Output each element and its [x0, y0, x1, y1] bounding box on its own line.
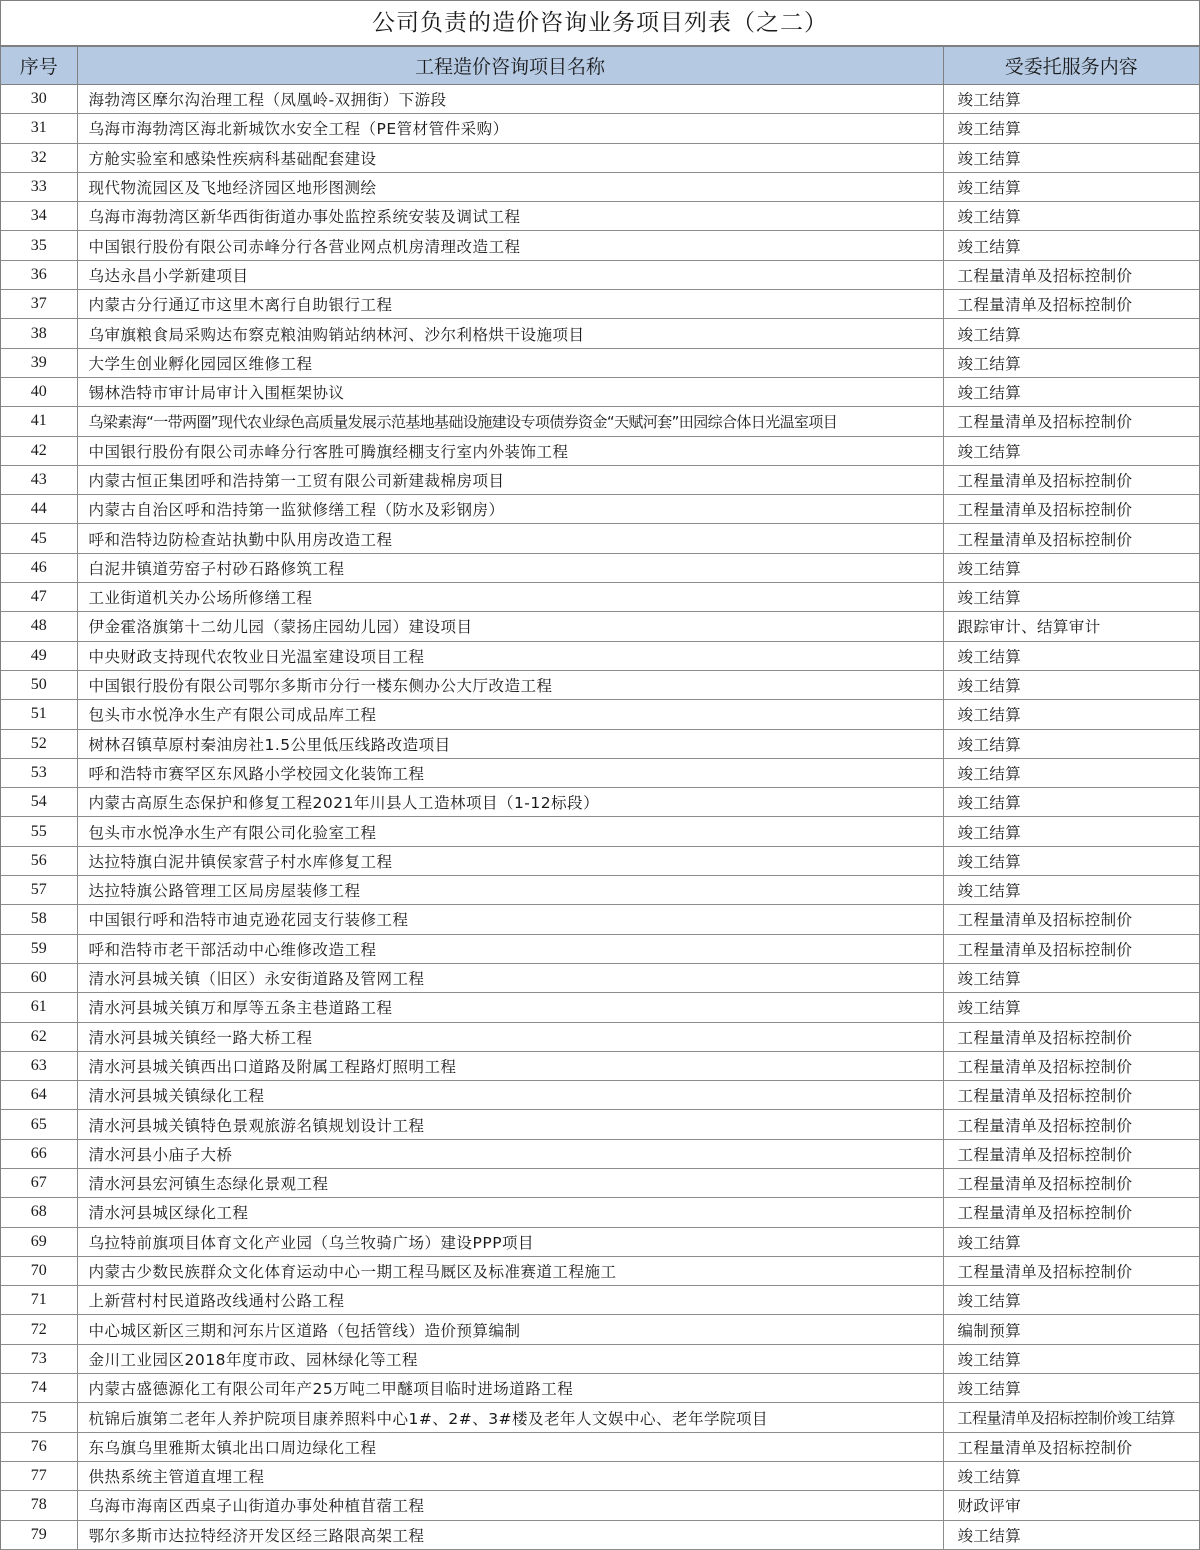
- row-number: 59: [1, 934, 77, 963]
- table-row: [1, 993, 1199, 1022]
- service-content: 竣工结算: [943, 377, 1199, 406]
- project-name: 现代物流园区及飞地经济园区地形图测绘: [77, 172, 943, 201]
- row-number: 54: [1, 788, 77, 817]
- project-name: 中国银行股份有限公司赤峰分行各营业网点机房清理改造工程: [77, 231, 943, 260]
- service-content: 工程量清单及招标控制价: [943, 934, 1199, 963]
- table-row: [1, 934, 1199, 963]
- service-content: 工程量清单及招标控制价: [943, 1139, 1199, 1168]
- project-name: 呼和浩特市老干部活动中心维修改造工程: [77, 934, 943, 963]
- table-row: [1, 1286, 1199, 1315]
- project-name: 中心城区新区三期和河东片区道路（包括管线）造价预算编制: [77, 1315, 943, 1344]
- row-number: 46: [1, 553, 77, 582]
- service-content: 工程量清单及招标控制价: [943, 1198, 1199, 1227]
- service-content: 跟踪审计、结算审计: [943, 612, 1199, 641]
- project-name: 内蒙古自治区呼和浩持第一监狱修缮工程（防水及彩钢房）: [77, 495, 943, 524]
- service-content: 工程量清单及招标控制价: [943, 495, 1199, 524]
- service-content: 工程量清单及招标控制价: [943, 1432, 1199, 1461]
- row-number: 64: [1, 1081, 77, 1110]
- project-name: 乌拉特前旗项目体育文化产业园（乌兰牧骑广场）建设PPP项目: [77, 1227, 943, 1256]
- header-service: 受委托服务内容: [943, 47, 1199, 85]
- table-row: [1, 1227, 1199, 1256]
- project-name: 呼和浩特市赛罕区东风路小学校园文化装饰工程: [77, 758, 943, 787]
- service-content: 竣工结算: [943, 85, 1199, 114]
- row-number: 73: [1, 1344, 77, 1373]
- table-row: [1, 641, 1199, 670]
- service-content: 工程量清单及招标控制价: [943, 1081, 1199, 1110]
- project-name: 东乌旗乌里雅斯太镇北出口周边绿化工程: [77, 1432, 943, 1461]
- project-name: 包头市水悦净水生产有限公司成品库工程: [77, 700, 943, 729]
- service-content: 竣工结算: [943, 319, 1199, 348]
- service-content: 竣工结算: [943, 583, 1199, 612]
- table-row: [1, 1432, 1199, 1461]
- table-row: [1, 670, 1199, 699]
- row-number: 47: [1, 583, 77, 612]
- service-content: 竣工结算: [943, 348, 1199, 377]
- service-content: 工程量清单及招标控制价: [943, 260, 1199, 289]
- project-name: 树林召镇草原村秦油房社1.5公里低压线路改造项目: [77, 729, 943, 758]
- row-number: 69: [1, 1227, 77, 1256]
- service-content: 工程量清单及招标控制价竣工结算: [943, 1403, 1199, 1432]
- table-row: [1, 1022, 1199, 1051]
- service-content: 竣工结算: [943, 788, 1199, 817]
- row-number: 58: [1, 905, 77, 934]
- row-number: 36: [1, 260, 77, 289]
- table-row: [1, 85, 1199, 114]
- row-number: 56: [1, 846, 77, 875]
- table-row: [1, 348, 1199, 377]
- table-row: [1, 1256, 1199, 1285]
- service-content: 工程量清单及招标控制价: [943, 290, 1199, 319]
- table-row: [1, 407, 1199, 436]
- row-number: 41: [1, 407, 77, 436]
- table-row: [1, 231, 1199, 260]
- project-name: 鄂尔多斯市达拉特经济开发区经三路限高架工程: [77, 1520, 943, 1549]
- project-name: 清水河县城关镇万和厚等五条主巷道路工程: [77, 993, 943, 1022]
- table-row: [1, 290, 1199, 319]
- service-content: 竣工结算: [943, 231, 1199, 260]
- service-content: 竣工结算: [943, 817, 1199, 846]
- table-row: [1, 172, 1199, 201]
- table-row: [1, 788, 1199, 817]
- project-name: 乌海市海南区西桌子山街道办事处种植苜蓿工程: [77, 1491, 943, 1520]
- table-row: [1, 1315, 1199, 1344]
- project-name: 内蒙古恒正集团呼和浩持第一工贸有限公司新建裁棉房项目: [77, 465, 943, 494]
- service-content: 工程量清单及招标控制价: [943, 407, 1199, 436]
- table-row: [1, 583, 1199, 612]
- service-content: 工程量清单及招标控制价: [943, 465, 1199, 494]
- header-row: [1, 47, 1199, 85]
- table-row: [1, 1344, 1199, 1373]
- table-row: [1, 1198, 1199, 1227]
- row-number: 55: [1, 817, 77, 846]
- project-name: 清水河县城关镇经一路大桥工程: [77, 1022, 943, 1051]
- service-content: 竣工结算: [943, 1286, 1199, 1315]
- table-row: [1, 817, 1199, 846]
- service-content: 竣工结算: [943, 670, 1199, 699]
- project-name: 清水河县城关镇西出口道路及附属工程路灯照明工程: [77, 1051, 943, 1080]
- project-name: 锡林浩特市审计局审计入围框架协议: [77, 377, 943, 406]
- row-number: 44: [1, 495, 77, 524]
- service-content: 竣工结算: [943, 963, 1199, 992]
- row-number: 40: [1, 377, 77, 406]
- row-number: 43: [1, 465, 77, 494]
- row-number: 71: [1, 1286, 77, 1315]
- table-row: [1, 1081, 1199, 1110]
- service-content: 编制预算: [943, 1315, 1199, 1344]
- row-number: 51: [1, 700, 77, 729]
- page-title: 公司负责的造价咨询业务项目列表（之二）: [1, 1, 1199, 46]
- table-row: [1, 377, 1199, 406]
- project-name: 包头市水悦净水生产有限公司化验室工程: [77, 817, 943, 846]
- row-number: 38: [1, 319, 77, 348]
- service-content: 竣工结算: [943, 993, 1199, 1022]
- service-content: 竣工结算: [943, 1461, 1199, 1490]
- row-number: 33: [1, 172, 77, 201]
- project-name: 中央财政支持现代农牧业日光温室建设项目工程: [77, 641, 943, 670]
- project-name: 乌审旗粮食局采购达布察克粮油购销站纳林河、沙尔利格烘干设施项目: [77, 319, 943, 348]
- project-name: 内蒙古少数民族群众文化体育运动中心一期工程马厩区及标准赛道工程施工: [77, 1256, 943, 1285]
- service-content: 竣工结算: [943, 553, 1199, 582]
- service-content: 工程量清单及招标控制价: [943, 1256, 1199, 1285]
- service-content: 竣工结算: [943, 1374, 1199, 1403]
- row-number: 35: [1, 231, 77, 260]
- row-number: 75: [1, 1403, 77, 1432]
- table-row: [1, 1520, 1199, 1549]
- table-row: [1, 553, 1199, 582]
- table-row: [1, 465, 1199, 494]
- table-row: [1, 876, 1199, 905]
- table-row: [1, 436, 1199, 465]
- row-number: 30: [1, 85, 77, 114]
- row-number: 39: [1, 348, 77, 377]
- service-content: 竣工结算: [943, 729, 1199, 758]
- table-row: [1, 495, 1199, 524]
- table-row: [1, 319, 1199, 348]
- table-row: [1, 202, 1199, 231]
- service-content: 竣工结算: [943, 114, 1199, 143]
- row-number: 48: [1, 612, 77, 641]
- row-number: 52: [1, 729, 77, 758]
- project-name: 金川工业园区2018年度市政、园林绿化等工程: [77, 1344, 943, 1373]
- project-name: 内蒙古盛德源化工有限公司年产25万吨二甲醚项目临时进场道路工程: [77, 1374, 943, 1403]
- row-number: 77: [1, 1461, 77, 1490]
- project-name: 内蒙古分行通辽市这里木离行自助银行工程: [77, 290, 943, 319]
- project-name: 呼和浩特边防检查站执勤中队用房改造工程: [77, 524, 943, 553]
- row-number: 57: [1, 876, 77, 905]
- service-content: 竣工结算: [943, 1520, 1199, 1549]
- row-number: 31: [1, 114, 77, 143]
- table-row: [1, 729, 1199, 758]
- project-name: 中国银行呼和浩特市迪克逊花园支行装修工程: [77, 905, 943, 934]
- row-number: 42: [1, 436, 77, 465]
- service-content: 竣工结算: [943, 1227, 1199, 1256]
- table-row: [1, 1139, 1199, 1168]
- service-content: 工程量清单及招标控制价: [943, 1051, 1199, 1080]
- table-row: [1, 524, 1199, 553]
- table-row: [1, 758, 1199, 787]
- project-name: 大学生创业孵化园园区维修工程: [77, 348, 943, 377]
- table-row: [1, 1403, 1199, 1432]
- project-name: 白泥井镇道劳窑子村砂石路修筑工程: [77, 553, 943, 582]
- table-row: [1, 1110, 1199, 1139]
- row-number: 53: [1, 758, 77, 787]
- service-content: 竣工结算: [943, 143, 1199, 172]
- project-name: 清水河县城关镇（旧区）永安街道路及管网工程: [77, 963, 943, 992]
- row-number: 65: [1, 1110, 77, 1139]
- row-number: 63: [1, 1051, 77, 1080]
- project-name: 中国银行股份有限公司鄂尔多斯市分行一楼东侧办公大厅改造工程: [77, 670, 943, 699]
- row-number: 76: [1, 1432, 77, 1461]
- table-row: [1, 846, 1199, 875]
- project-name: 清水河县城区绿化工程: [77, 1198, 943, 1227]
- row-number: 68: [1, 1198, 77, 1227]
- project-name: 中国银行股份有限公司赤峰分行客胜可腾旗经棚支行室内外装饰工程: [77, 436, 943, 465]
- row-number: 66: [1, 1139, 77, 1168]
- service-content: 竣工结算: [943, 436, 1199, 465]
- project-name: 清水河县城关镇绿化工程: [77, 1081, 943, 1110]
- project-name: 方舱实验室和感染性疾病科基础配套建设: [77, 143, 943, 172]
- table-row: [1, 1168, 1199, 1197]
- row-number: 32: [1, 143, 77, 172]
- service-content: 工程量清单及招标控制价: [943, 1022, 1199, 1051]
- row-number: 78: [1, 1491, 77, 1520]
- service-content: 竣工结算: [943, 202, 1199, 231]
- project-name: 工业街道机关办公场所修缮工程: [77, 583, 943, 612]
- service-content: 工程量清单及招标控制价: [943, 1168, 1199, 1197]
- table-row: [1, 700, 1199, 729]
- table-row: [1, 1051, 1199, 1080]
- project-name: 海勃湾区摩尔沟治理工程（凤凰岭-双拥街）下游段: [77, 85, 943, 114]
- project-name: 清水河县宏河镇生态绿化景观工程: [77, 1168, 943, 1197]
- table-row: [1, 114, 1199, 143]
- service-content: 竣工结算: [943, 1344, 1199, 1373]
- table-row: [1, 963, 1199, 992]
- project-table: [1, 46, 1199, 1550]
- project-name: 供热系统主管道直埋工程: [77, 1461, 943, 1490]
- project-name: 清水河县小庙子大桥: [77, 1139, 943, 1168]
- row-number: 45: [1, 524, 77, 553]
- table-row: [1, 1491, 1199, 1520]
- service-content: 竣工结算: [943, 641, 1199, 670]
- table-row: [1, 1461, 1199, 1490]
- service-content: 财政评审: [943, 1491, 1199, 1520]
- project-name: 伊金霍洛旗第十二幼儿园（蒙扬庄园幼儿园）建设项目: [77, 612, 943, 641]
- project-name: 上新营村村民道路改线通村公路工程: [77, 1286, 943, 1315]
- row-number: 72: [1, 1315, 77, 1344]
- service-content: 工程量清单及招标控制价: [943, 1110, 1199, 1139]
- header-no: 序号: [1, 47, 77, 85]
- service-content: 竣工结算: [943, 172, 1199, 201]
- table-row: [1, 143, 1199, 172]
- service-content: 竣工结算: [943, 700, 1199, 729]
- table-row: [1, 905, 1199, 934]
- project-name: 乌海市海勃湾区海北新城饮水安全工程（PE管材管件采购）: [77, 114, 943, 143]
- table-row: [1, 260, 1199, 289]
- project-name: 达拉特旗白泥井镇侯家营子村水库修复工程: [77, 846, 943, 875]
- table-body: [1, 85, 1199, 1550]
- row-number: 70: [1, 1256, 77, 1285]
- row-number: 79: [1, 1520, 77, 1549]
- row-number: 61: [1, 993, 77, 1022]
- row-number: 49: [1, 641, 77, 670]
- project-name: 内蒙古高原生态保护和修复工程2021年川县人工造林项目（1-12标段）: [77, 788, 943, 817]
- service-content: 工程量清单及招标控制价: [943, 905, 1199, 934]
- service-content: 竣工结算: [943, 846, 1199, 875]
- project-name: 乌达永昌小学新建项目: [77, 260, 943, 289]
- project-name: 达拉特旗公路管理工区局房屋装修工程: [77, 876, 943, 905]
- header-name: 工程造价咨询项目名称: [77, 47, 943, 85]
- row-number: 60: [1, 963, 77, 992]
- row-number: 37: [1, 290, 77, 319]
- project-name: 乌梁素海“一带两圈”现代农业绿色高质量发展示范基地基础设施建设专项债券资金“天赋河套”田园综合体日光温室项目: [77, 407, 943, 436]
- project-name: 清水河县城关镇特色景观旅游名镇规划设计工程: [77, 1110, 943, 1139]
- row-number: 62: [1, 1022, 77, 1051]
- row-number: 67: [1, 1168, 77, 1197]
- service-content: 竣工结算: [943, 876, 1199, 905]
- project-name: 乌海市海勃湾区新华西街街道办事处监控系统安装及调试工程: [77, 202, 943, 231]
- service-content: 竣工结算: [943, 758, 1199, 787]
- service-content: 工程量清单及招标控制价: [943, 524, 1199, 553]
- row-number: 34: [1, 202, 77, 231]
- table-row: [1, 1374, 1199, 1403]
- row-number: 50: [1, 670, 77, 699]
- row-number: 74: [1, 1374, 77, 1403]
- table-row: [1, 612, 1199, 641]
- project-name: 杭锦后旗第二老年人养护院项目康养照料中心1#、2#、3#楼及老年人文娱中心、老年学院项目: [77, 1403, 943, 1432]
